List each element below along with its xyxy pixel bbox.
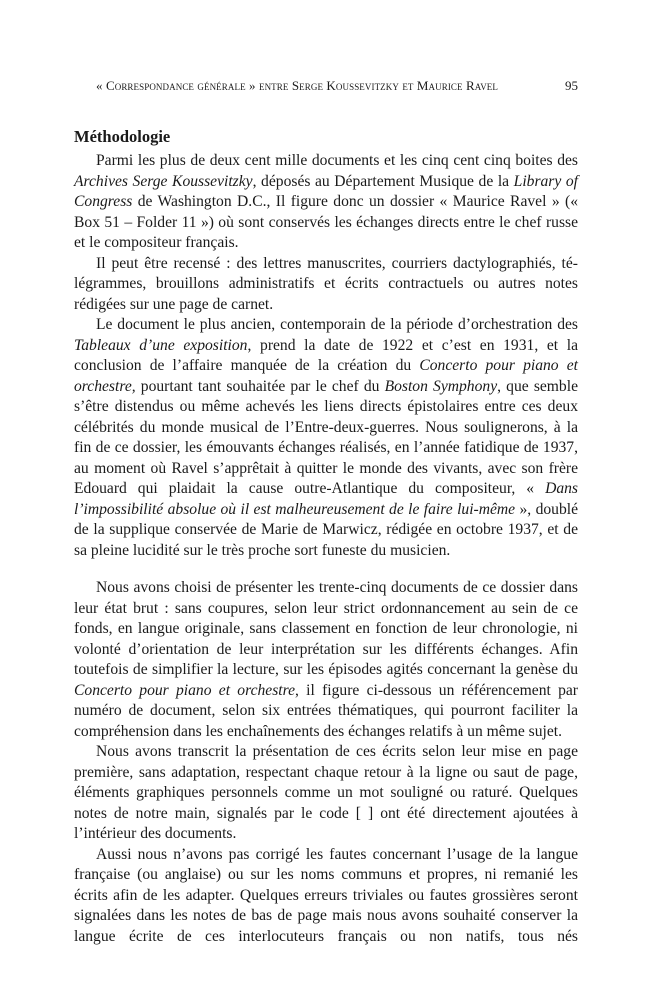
italic-text: Concerto pour piano et orchestre	[74, 681, 296, 699]
text-run: Il peut être recensé : des lettres manuscrites, courriers dactylographiés, télégrammes, brouillons administratifs et écrits contractuels ou autres notes rédigées sur une page de carnet.	[74, 254, 578, 313]
italic-text: Tableaux d’une exposition	[74, 336, 248, 354]
italic-text: Archives Serge Koussevitzky	[74, 172, 253, 190]
italic-text: Boston Symphony	[384, 377, 498, 395]
italic-text: Concerto pour piano et orchestre,	[74, 357, 578, 395]
italic-text: Dans l’impossibilité absolue où il est malheureusement de le faire lui-même	[74, 480, 578, 518]
paragraph	[74, 315, 578, 561]
paragraph	[74, 578, 578, 742]
text-run: pourtant tant souhaitée par le chef du	[135, 377, 385, 395]
text-run: , prend la date de 1922 et c’est en 1931, et la conclusion de l’affaire manquée de la création du	[74, 336, 578, 374]
italic-text: Library of Congress	[74, 172, 578, 210]
text-run: Aussi nous n’avons pas corrigé les fautes concernant l’usage de la langue française (ou anglaise) ou sur les noms communs et propres, ni remanié les écrits afin de les adapter. Quelques erreurs triviales ou fautes grossières seront signalées dans les notes de bas de page mais nous avons souhaité conserver la langue écrite de ces interlocuteurs français ou non natifs, tous nés	[74, 845, 578, 945]
paragraph	[74, 845, 578, 948]
running-title: « Correspondance générale » entre Serge Koussevitzky et Maurice Ravel	[96, 78, 498, 93]
section-heading: Méthodologie	[74, 127, 171, 146]
body-text	[74, 151, 578, 947]
text-run: , que semble s’être distendus ou même achevés les liens directs épistolaires entre ces deux célébrités du monde musical de l’Entre-deux-guerres. Nous soulignerons, à la fin de ce dossier, les émouvants échanges réalisés, en l’année fatidique de 1937, au moment où Ravel s’apprêtait à quitter le monde des vivants, avec son frère Edouard qui plaidait la cause outre-Atlantique du compositeur, «	[74, 377, 578, 497]
page-number: 95	[565, 78, 578, 93]
paragraph	[74, 254, 578, 316]
text-run: Le document le plus ancien, contemporain de la période d’orchestration des	[96, 316, 578, 333]
text-run: , déposés au Département Musique de la	[252, 172, 514, 190]
text-run: , il figure ci-dessous un référencement par numéro de document, selon six entrées thématiques, qui pourront faciliter la compréhension dans les enchaînements des échanges relatifs à un même sujet.	[74, 681, 578, 740]
text-run: Nous avons transcrit la présentation de ces écrits selon leur mise en page première, sans adaptation, respectant chaque retour à la ligne ou saut de page, éléments graphiques personnels comme un mot souligné ou raturé. Quelques notes de notre main, signalés par le code [ ] ont été directement ajoutées à l’intérieur des documents.	[74, 743, 578, 842]
text-run: », doublé de la supplique conservée de Marie de Marwicz, rédigée en octobre 1937, et de sa pleine lucidité sur le très proche sort funeste du musicien.	[74, 500, 579, 559]
paragraph	[74, 151, 578, 254]
text-run: Nous avons choisi de présenter les trente-cinq documents de ce dossier dans leur état brut : sans coupures, selon leur strict ordonnancement au sein de ce fonds, en langue originale, sans classement en fonction de leur chronologie, ni volonté d’orientation de leur interprétation sur les différents échanges. Afin toutefois de simplifier la lecture, sur les épisodes agités concernant la genèse du	[74, 579, 578, 678]
text-run: Parmi les plus de deux cent mille documents et les cinq cent cinq boites des	[96, 152, 578, 169]
paragraph	[74, 742, 578, 845]
text-run: de Washington D.C., Il figure donc un dossier « Maurice Ravel » (« Box 51 – Folder 11 ») où sont conservés les échanges directs entre le chef russe et le compositeur français.	[74, 193, 578, 251]
